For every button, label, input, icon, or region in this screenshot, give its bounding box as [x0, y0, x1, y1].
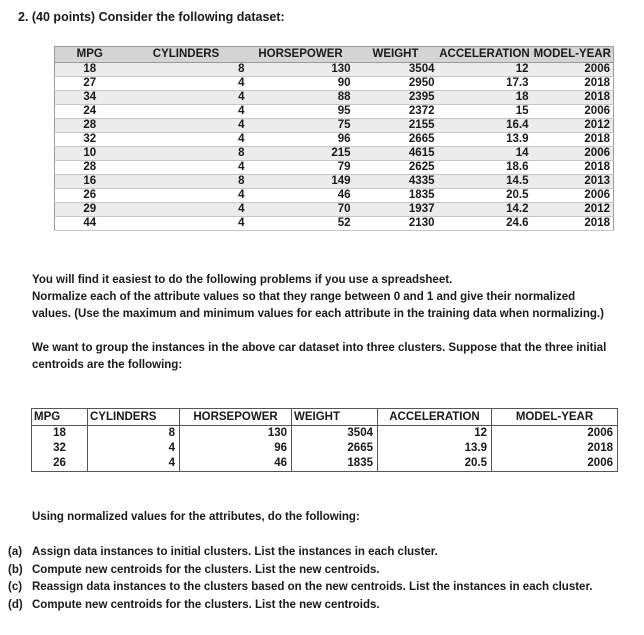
- table-cell: 26: [32, 456, 88, 472]
- table-cell: 4: [125, 91, 248, 105]
- table-cell: 2012: [532, 119, 614, 133]
- centroid-header-model-year: MODEL-YEAR: [492, 409, 618, 426]
- table-cell: 8: [88, 426, 180, 442]
- table-cell: 2018: [532, 161, 614, 175]
- table-cell: 12: [378, 426, 492, 442]
- table-cell: 215: [248, 147, 354, 161]
- table-cell: 2625: [354, 161, 438, 175]
- table-cell: 10: [55, 147, 125, 161]
- dataset-table: [54, 46, 614, 231]
- table-cell: 4335: [354, 175, 438, 189]
- table-cell: 2950: [354, 77, 438, 91]
- table-cell: 4: [125, 161, 248, 175]
- table-cell: 3504: [292, 426, 378, 442]
- table-cell: 75: [248, 119, 354, 133]
- table-cell: 79: [248, 161, 354, 175]
- table-cell: 2018: [532, 217, 614, 231]
- task-label: (d): [8, 598, 23, 611]
- table-cell: 2006: [532, 105, 614, 119]
- table-cell: 20.5: [438, 189, 532, 203]
- table-cell: 2012: [532, 203, 614, 217]
- dataset-row: [55, 217, 614, 231]
- task-label: (a): [8, 546, 23, 558]
- table-cell: 2006: [532, 189, 614, 203]
- task-label: (c): [8, 581, 23, 593]
- table-cell: 4615: [354, 147, 438, 161]
- task-label: (b): [8, 563, 23, 576]
- centroids-header-row: [32, 409, 618, 426]
- table-cell: 32: [55, 133, 125, 147]
- table-cell: 28: [55, 161, 125, 175]
- dataset-row: [55, 105, 614, 119]
- table-cell: 95: [248, 105, 354, 119]
- table-cell: 29: [55, 203, 125, 217]
- table-cell: 18: [32, 426, 88, 442]
- centroids-table: [31, 408, 618, 472]
- task-item: [8, 597, 592, 615]
- table-cell: 2130: [354, 217, 438, 231]
- table-cell: 2018: [492, 441, 618, 456]
- table-cell: 2665: [354, 133, 438, 147]
- table-cell: 8: [125, 147, 248, 161]
- table-cell: 14: [438, 147, 532, 161]
- task-text: Compute new centroids for the clusters. List the new centroids.: [32, 598, 380, 611]
- table-cell: 2006: [532, 63, 614, 77]
- table-cell: 24.6: [438, 217, 532, 231]
- table-cell: 2018: [532, 91, 614, 105]
- normalize-instructions: Normalize each of the attribute values so that they range between 0 and 1 and give their normalized values. (Use the maximum and minimum values for each attribute in the training data when normalizing.): [32, 291, 604, 320]
- table-cell: 4: [125, 77, 248, 91]
- table-cell: 46: [248, 189, 354, 203]
- table-cell: 17.3: [438, 77, 532, 91]
- dataset-row: [55, 133, 614, 147]
- table-cell: 2665: [292, 441, 378, 456]
- table-cell: 70: [248, 203, 354, 217]
- centroid-row: [32, 456, 618, 472]
- table-cell: 26: [55, 189, 125, 203]
- task-item: [8, 562, 592, 580]
- header-horsepower: HORSEPOWER: [248, 47, 354, 63]
- spreadsheet-note: You will find it easiest to do the following problems if you use a spreadsheet.: [32, 274, 453, 286]
- table-cell: 4: [88, 441, 180, 456]
- table-cell: 4: [125, 203, 248, 217]
- table-cell: 3504: [354, 63, 438, 77]
- table-cell: 4: [125, 105, 248, 119]
- dataset-header-row: [55, 47, 614, 63]
- table-cell: 2395: [354, 91, 438, 105]
- table-cell: 130: [248, 63, 354, 77]
- table-cell: 18: [438, 91, 532, 105]
- dataset-row: [55, 119, 614, 133]
- table-cell: 52: [248, 217, 354, 231]
- table-cell: 28: [55, 119, 125, 133]
- table-cell: 4: [125, 189, 248, 203]
- table-cell: 96: [248, 133, 354, 147]
- table-cell: 24: [55, 105, 125, 119]
- centroid-header-weight: WEIGHT: [292, 409, 378, 426]
- table-cell: 14.5: [438, 175, 532, 189]
- dataset-row: [55, 147, 614, 161]
- using-normalized-note: Using normalized values for the attributes, do the following:: [32, 511, 360, 523]
- task-text: Assign data instances to initial clusters. List the instances in each cluster.: [32, 546, 438, 558]
- cluster-instructions: We want to group the instances in the above car dataset into three clusters. Suppose that the three initial centroids are the following:: [32, 342, 607, 371]
- dataset-row: [55, 189, 614, 203]
- table-cell: 44: [55, 217, 125, 231]
- table-cell: 34: [55, 91, 125, 105]
- question-title: 2. (40 points) Consider the following dataset:: [18, 10, 285, 24]
- table-cell: 27: [55, 77, 125, 91]
- table-cell: 1937: [354, 203, 438, 217]
- dataset-row: [55, 91, 614, 105]
- table-cell: 4: [88, 456, 180, 472]
- table-cell: 32: [32, 441, 88, 456]
- task-text: Compute new centroids for the clusters. List the new centroids.: [32, 563, 380, 576]
- table-cell: 2018: [532, 77, 614, 91]
- table-cell: 2006: [492, 456, 618, 472]
- centroid-row: [32, 441, 618, 456]
- table-cell: 18.6: [438, 161, 532, 175]
- table-cell: 1835: [292, 456, 378, 472]
- header-mpg: MPG: [55, 47, 125, 63]
- table-cell: 2372: [354, 105, 438, 119]
- table-cell: 2018: [532, 133, 614, 147]
- table-cell: 96: [180, 441, 292, 456]
- table-cell: 20.5: [378, 456, 492, 472]
- dataset-row: [55, 203, 614, 217]
- dataset-row: [55, 77, 614, 91]
- task-text: Reassign data instances to the clusters based on the new centroids. List the instances in each cluster.: [32, 581, 593, 593]
- centroid-row: [32, 426, 618, 442]
- header-cylinders: CYLINDERS: [125, 47, 248, 63]
- task-list: [8, 544, 592, 614]
- table-cell: 8: [125, 175, 248, 189]
- table-cell: 15: [438, 105, 532, 119]
- table-cell: 2155: [354, 119, 438, 133]
- table-cell: 1835: [354, 189, 438, 203]
- table-cell: 2006: [532, 147, 614, 161]
- table-cell: 4: [125, 217, 248, 231]
- dataset-row: [55, 175, 614, 189]
- header-acceleration: ACCELERATION: [438, 47, 532, 63]
- table-cell: 2006: [492, 426, 618, 442]
- table-cell: 14.2: [438, 203, 532, 217]
- table-cell: 4: [125, 119, 248, 133]
- header-weight: WEIGHT: [354, 47, 438, 63]
- dataset-row: [55, 161, 614, 175]
- centroid-header-horsepower: HORSEPOWER: [180, 409, 292, 426]
- table-cell: 12: [438, 63, 532, 77]
- table-cell: 90: [248, 77, 354, 91]
- table-cell: 46: [180, 456, 292, 472]
- table-cell: 130: [180, 426, 292, 442]
- centroid-header-cylinders: CYLINDERS: [88, 409, 180, 426]
- table-cell: 8: [125, 63, 248, 77]
- dataset-row: [55, 63, 614, 77]
- table-cell: 88: [248, 91, 354, 105]
- table-cell: 18: [55, 63, 125, 77]
- centroid-header-acceleration: ACCELERATION: [378, 409, 492, 426]
- table-cell: 4: [125, 133, 248, 147]
- table-cell: 149: [248, 175, 354, 189]
- table-cell: 13.9: [378, 441, 492, 456]
- centroid-header-mpg: MPG: [32, 409, 88, 426]
- task-item: [8, 579, 592, 597]
- table-cell: 16.4: [438, 119, 532, 133]
- table-cell: 16: [55, 175, 125, 189]
- header-model-year: MODEL-YEAR: [532, 47, 614, 63]
- table-cell: 2013: [532, 175, 614, 189]
- task-item: [8, 544, 592, 562]
- table-cell: 13.9: [438, 133, 532, 147]
